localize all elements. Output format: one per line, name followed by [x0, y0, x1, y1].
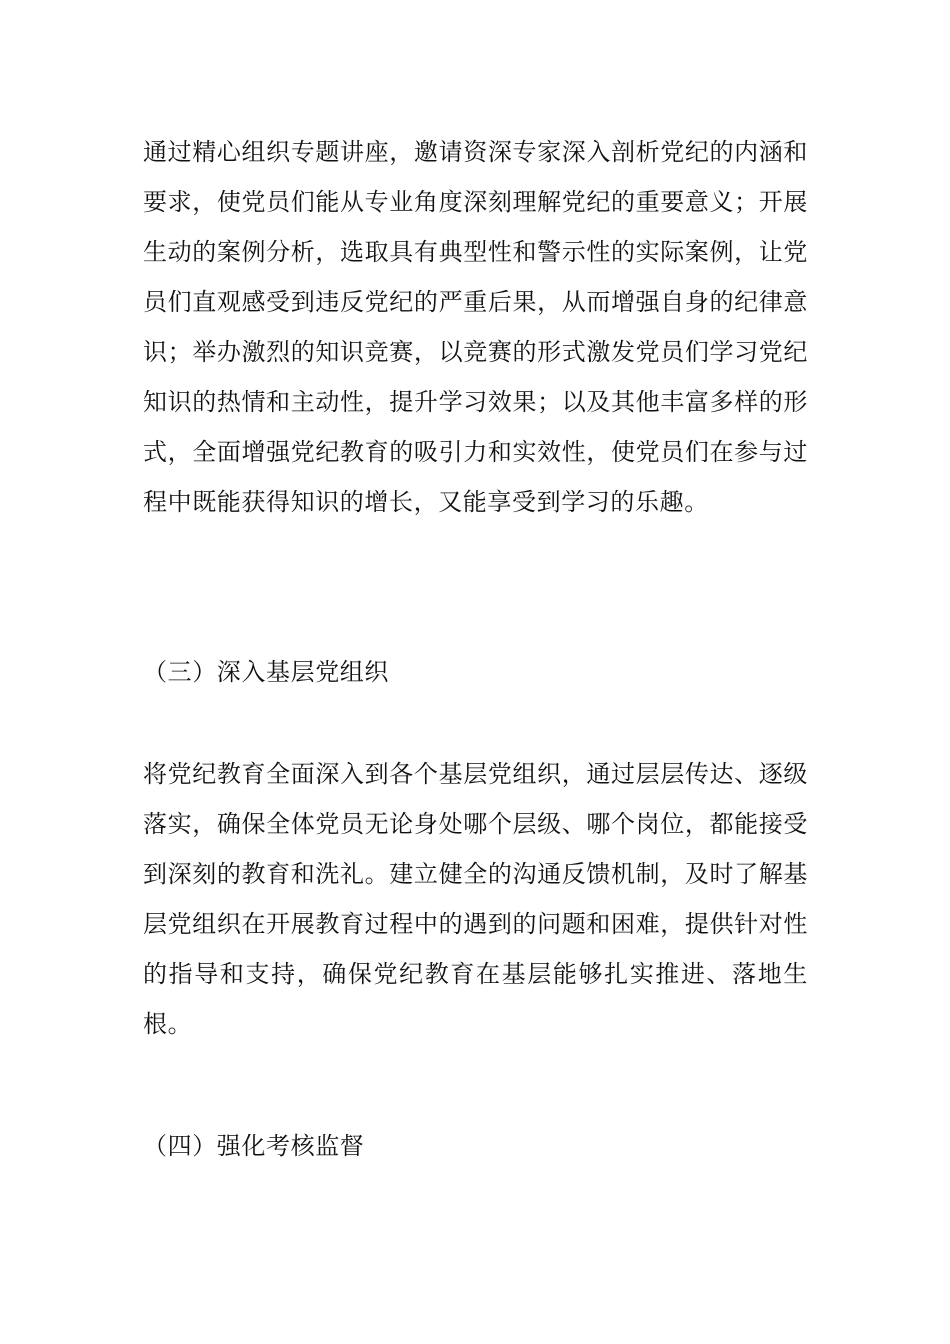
section-heading-grassroots: （三）深入基层党组织 — [143, 658, 389, 686]
body-paragraph-education-forms: 通过精心组织专题讲座，邀请资深专家深入剖析党纪的内涵和要求，使党员们能从专业角度深刻理解党纪的重要意义；开展生动的案例分析，选取具有典型性和警示性的实际案例，让党员们直观感受到违反党纪的严重后果，从而增强自身的纪律意识；举办激烈的知识竞赛，以竞赛的形式激发党员们学习党纪知识的热情和主动性，提升学习效果；以及其他丰富多样的形式，全面增强党纪教育的吸引力和实效性，使党员们在参与过程中既能获得知识的增长，又能享受到学习的乐趣。 — [143, 138, 808, 516]
body-paragraph-grassroots: 将党纪教育全面深入到各个基层党组织，通过层层传达、逐级落实，确保全体党员无论身处哪个层级、哪个岗位，都能接受到深刻的教育和洗礼。建立健全的沟通反馈机制，及时了解基层党组织在开展教育过程中的遇到的问题和困难，提供针对性的指导和支持，确保党纪教育在基层能够扎实推进、落地生根。 — [143, 760, 808, 1038]
section-heading-assessment: （四）强化考核监督 — [143, 1132, 365, 1160]
